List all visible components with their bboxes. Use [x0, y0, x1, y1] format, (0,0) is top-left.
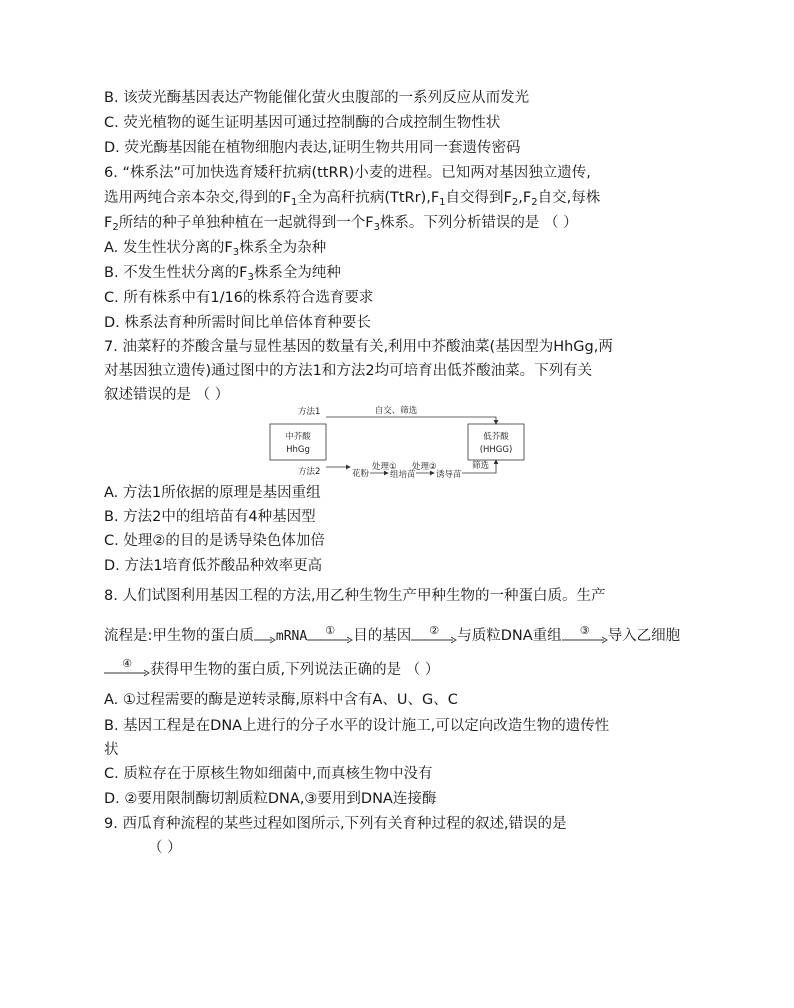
q5-option-b: B. 该荧光酶基因表达产物能催化萤火虫腹部的一系列反应从而发光 [104, 90, 530, 106]
q8-option-a: A. ①过程需要的酶是逆转录酶,原料中含有A、U、G、C [104, 692, 458, 708]
q6-stem-line3: $F_2$所结的种子单独种植在一起就得到一个$F_3$株系。下列分析错误的是 （ ） [104, 215, 578, 233]
q7-stem-line1: 7. 油菜籽的芥酸含量与显性基因的数量有关,利用中芥酸油菜(基因型为HhGg,两 [104, 339, 613, 355]
q5-option-c: C. 荧光植物的诞生证明基因可通过控制酶的合成控制生物性状 [104, 115, 501, 131]
treat2-label: 处理② [412, 462, 437, 472]
q8-stem-line1: 8. 人们试图利用基因工程的方法,用乙种生物生产甲种生物的一种蛋白质。生产 [104, 588, 606, 604]
q7-option-a: A. 方法1所依据的原理是基因重组 [104, 485, 321, 501]
step3-arrow: ③ [562, 627, 608, 647]
method1-label: 方法1 [298, 407, 321, 417]
step1-arrow: ① [307, 627, 353, 647]
step4-arrow: ④ [104, 660, 150, 680]
screen-label: 筛选 [472, 461, 490, 471]
q8-stem-line2: 流程是:甲生物的蛋白质 mRNA ① 目的基因 ② 与质粒DNA重组 ③ 导入乙细胞 [104, 626, 680, 647]
tissue-label: 组培苗 [390, 470, 416, 480]
q7-option-c: C. 处理②的目的是诱导染色体加倍 [104, 533, 325, 549]
method2-label: 方法2 [298, 467, 321, 477]
q6-option-a: A. 发生性状分离的$F_3$株系全为杂种 [104, 240, 327, 258]
right-box-line2: (HHGG) [479, 445, 513, 455]
q8-option-d: D. ②要用限制酶切割质粒DNA,③要用到DNA连接酶 [104, 791, 437, 807]
q8-option-b-line1: B. 基因工程是在DNA上进行的分子水平的设计施工,可以定向改造生物的遗传性 [104, 718, 610, 734]
selfing-label: 自交、筛选 [374, 406, 418, 416]
q7-option-b: B. 方法2中的组培苗有4种基因型 [104, 509, 316, 525]
induced-label: 诱导苗 [436, 470, 462, 480]
q7-stem-line3: 叙述错误的是 （ ） [104, 387, 230, 403]
q6-option-c: C. 所有株系中有1/16的株系符合选育要求 [104, 290, 374, 306]
q7-option-d: D. 方法1培育低芥酸品种效率更高 [104, 558, 323, 574]
left-box-line1: 中芥酸 [285, 432, 311, 442]
q8-stem-line3: ④ 获得甲生物的蛋白质,下列说法正确的是 （ ） [104, 660, 439, 680]
q7-stem-line2: 对基因独立遗传)通过图中的方法1和方法2均可培育出低芥酸油菜。下列有关 [104, 363, 593, 379]
q8-option-c: C. 质粒存在于原核生物如细菌中,而真核生物中没有 [104, 766, 433, 782]
q6-stem-line2: 选用两纯合亲本杂交,得到的$F_1$全为高秆抗病$(TtRr),F_1$自交得到$F_2,F_2$自交,每株 [104, 190, 601, 208]
q6-stem-line1: 6. “株系法”可加快选育矮秆抗病(ttRR)小麦的进程。已知两对基因独立遗传, [104, 165, 591, 181]
pollen-label: 花粉 [352, 469, 370, 479]
q6-option-b: B. 不发生性状分离的$F_3$株系全为纯种 [104, 265, 341, 283]
q8-option-b-line2: 状 [104, 742, 119, 758]
step2-arrow: ② [411, 627, 457, 647]
treat1-label: 处理① [372, 462, 397, 472]
method1-arrow [326, 417, 496, 424]
breeding-method-diagram [262, 402, 532, 480]
q6-option-d: D. 株系法育种所需时间比单倍体育种要长 [104, 315, 371, 331]
q9-stem-line1: 9. 西瓜育种流程的某些过程如图所示,下列有关育种过程的叙述,错误的是 [104, 816, 567, 832]
left-box-line2: HhGg [286, 445, 310, 455]
q9-answer-bracket: （ ） [148, 840, 182, 856]
q5-option-d: D. 荧光酶基因能在植物细胞内表达,证明生物共用同一套遗传密码 [104, 140, 521, 156]
right-box-line1: 低芥酸 [483, 432, 509, 442]
